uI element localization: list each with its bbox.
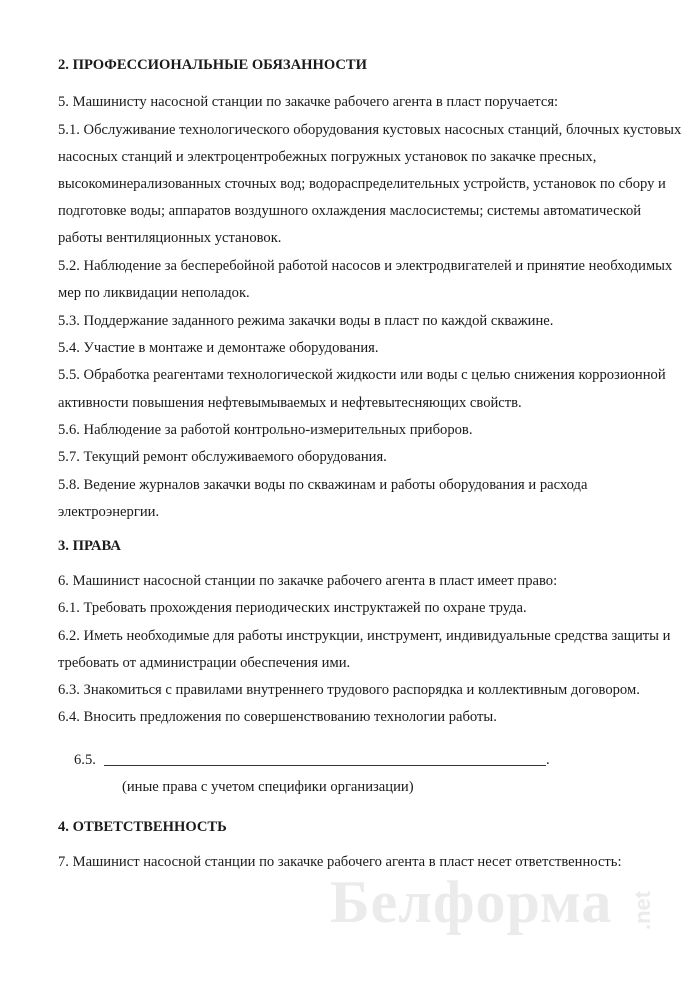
section-4-heading: 4. ОТВЕТСТВЕННОСТЬ xyxy=(58,819,227,835)
section-2-line: электроэнергии. xyxy=(58,504,160,520)
section-2-line: 5.5. Обработка реагентами технологической жидкости или воды с целью снижения коррозионной xyxy=(58,367,666,383)
section-2-line: 5. Машинисту насосной станции по закачке рабочего агента в пласт поручается: xyxy=(58,94,559,110)
blank-item-end: . xyxy=(546,752,550,768)
section-3-line: требовать от администрации обеспечения ими. xyxy=(58,655,351,671)
section-2-line: 5.1. Обслуживание технологического оборудования кустовых насосных станций, блочных кустовых xyxy=(58,122,682,138)
section-3-line: 6.4. Вносить предложения по совершенствованию технологии работы. xyxy=(58,709,497,725)
section-2-line: 5.6. Наблюдение за работой контрольно-измерительных приборов. xyxy=(58,422,473,438)
section-3-line: 6. Машинист насосной станции по закачке рабочего агента в пласт имеет право: xyxy=(58,573,558,589)
section-2-line: 5.2. Наблюдение за бесперебойной работой насосов и электродвигателей и принятие необходимых xyxy=(58,258,673,274)
blank-item-6-5 xyxy=(74,752,554,770)
section-2-line: 5.4. Участие в монтаже и демонтаже оборудования. xyxy=(58,340,379,356)
section-2-heading: 2. ПРОФЕССИОНАЛЬНЫЕ ОБЯЗАННОСТИ xyxy=(58,57,367,73)
blank-caption: (иные права с учетом специфики организации) xyxy=(122,779,414,795)
section-3-line: 6.2. Иметь необходимые для работы инструкции, инструмент, индивидуальные средства защиты и xyxy=(58,628,671,644)
belforma-watermark xyxy=(330,858,660,948)
watermark-main-text: Белформа xyxy=(330,869,613,935)
section-2-line: подготовке воды; аппаратов воздушного охлаждения маслосистемы; системы автоматической xyxy=(58,203,642,219)
watermark-suffix-text: .net xyxy=(630,890,655,930)
section-2-line: активности повышения нефтевымываемых и нефтевытесняющих свойств. xyxy=(58,395,522,411)
section-4-line: 7. Машинист насосной станции по закачке рабочего агента в пласт несет ответственность: xyxy=(58,854,622,870)
section-2-line: высокоминерализованных сточных вод; водораспределительных устройств, установок по сбору и xyxy=(58,176,666,192)
section-2-line: 5.8. Ведение журналов закачки воды по скважинам и работы оборудования и расхода xyxy=(58,477,588,493)
blank-item-number: 6.5. xyxy=(74,752,96,768)
section-3-line: 6.3. Знакомиться с правилами внутреннего трудового распорядка и коллективным договором. xyxy=(58,682,640,698)
section-3-line: 6.1. Требовать прохождения периодических инструктажей по охране труда. xyxy=(58,600,527,616)
section-2-line: мер по ликвидации неполадок. xyxy=(58,285,250,301)
section-2-line: насосных станций и электроцентробежных погружных установок по закачке пресных, xyxy=(58,149,597,165)
section-3-heading: 3. ПРАВА xyxy=(58,538,121,554)
fill-in-line xyxy=(104,765,546,766)
section-2-line: 5.7. Текущий ремонт обслуживаемого оборудования. xyxy=(58,449,387,465)
section-2-line: работы вентиляционных установок. xyxy=(58,230,282,246)
section-2-line: 5.3. Поддержание заданного режима закачки воды в пласт по каждой скважине. xyxy=(58,313,554,329)
